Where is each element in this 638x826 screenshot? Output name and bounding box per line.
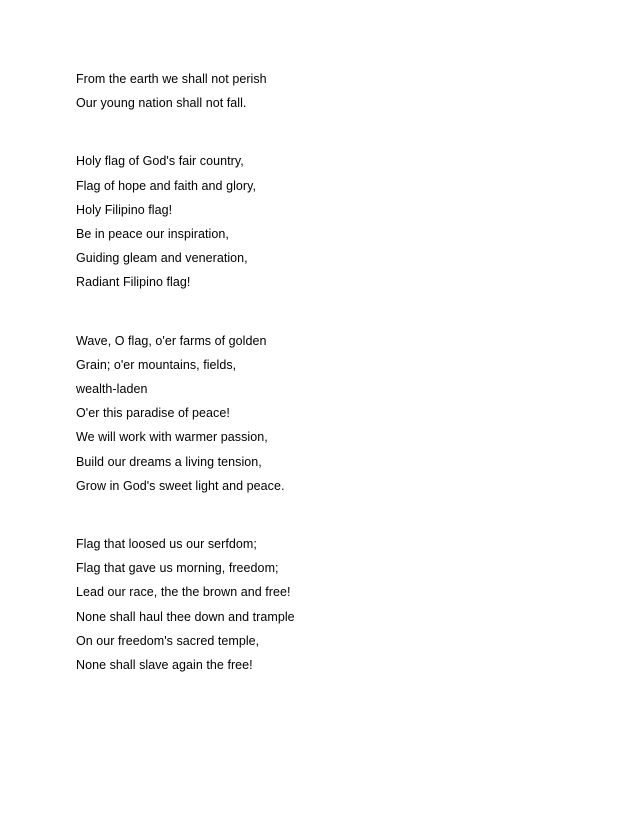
poem-body [76, 67, 596, 677]
poem-line: wealth-laden [76, 382, 148, 397]
poem-line: Flag that loosed us our serfdom; [76, 537, 257, 552]
poem-line: Flag of hope and faith and glory, [76, 178, 257, 193]
poem-line: None shall haul thee down and trample [76, 609, 295, 624]
poem-line: Radiant Filipino flag! [76, 275, 191, 290]
poem-line: Our young nation shall not fall. [76, 96, 247, 111]
poem-line: Guiding gleam and veneration, [76, 251, 248, 266]
poem-line: O'er this paradise of peace! [76, 406, 230, 421]
stanza-4 [76, 532, 596, 677]
stanza-2 [76, 149, 596, 294]
poem-line: On our freedom's sacred temple, [76, 633, 260, 648]
poem-line: We will work with warmer passion, [76, 430, 268, 445]
stanza-1 [76, 67, 596, 115]
poem-line: Flag that gave us morning, freedom; [76, 561, 279, 576]
poem-line: Grain; o'er mountains, fields, [76, 357, 237, 372]
poem-line: None shall slave again the free! [76, 658, 253, 673]
poem-line: From the earth we shall not perish [76, 72, 267, 86]
poem-line: Grow in God's sweet light and peace. [76, 478, 285, 493]
stanza-3 [76, 329, 596, 498]
poem-line: Be in peace our inspiration, [76, 227, 229, 242]
poem-line: Lead our race, the the brown and free! [76, 585, 291, 600]
poem-line: Holy flag of God's fair country, [76, 154, 244, 169]
poem-line: Wave, O flag, o'er farms of golden [76, 333, 267, 348]
poem-line: Holy Filipino flag! [76, 202, 173, 217]
poem-line: Build our dreams a living tension, [76, 454, 262, 469]
